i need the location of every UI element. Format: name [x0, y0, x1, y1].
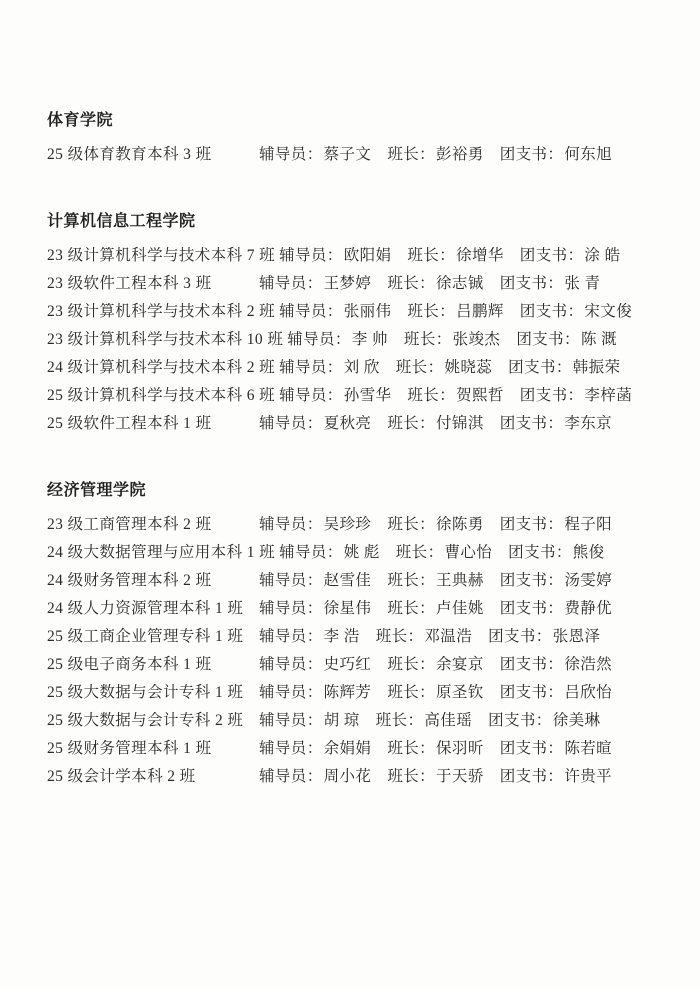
counselor-field	[279, 359, 380, 376]
counselor-field	[279, 303, 391, 320]
counselor-label: 辅导员：	[259, 768, 323, 785]
counselor-label: 辅导员：	[287, 331, 351, 348]
monitor-name: 姚晓蕊	[444, 359, 493, 376]
monitor-label: 班长：	[407, 387, 456, 404]
class-staff	[279, 539, 605, 567]
secretary-name: 许贵平	[564, 768, 613, 785]
class-name: 23 级计算机科学与技术本科 7 班	[47, 247, 276, 264]
monitor-label: 班长：	[387, 768, 436, 785]
counselor-field	[259, 275, 371, 292]
counselor-name: 孙雪华	[343, 387, 392, 404]
secretary-label: 团支书：	[499, 684, 564, 701]
class-row	[47, 270, 670, 298]
class-name: 25 级工商企业管理专科 1 班	[47, 628, 244, 645]
class-row	[47, 595, 670, 623]
class-name: 23 级软件工程本科 3 班	[47, 275, 212, 292]
secretary-name: 张 青	[564, 275, 601, 292]
monitor-label: 班长：	[387, 572, 436, 589]
class-staff	[279, 354, 620, 382]
counselor-name: 徐星伟	[323, 600, 372, 617]
counselor-field	[279, 247, 391, 264]
class-name: 24 级人力资源管理本科 1 班	[47, 600, 244, 617]
class-name: 25 级软件工程本科 1 班	[47, 415, 212, 432]
secretary-field	[500, 740, 612, 757]
counselor-field	[287, 331, 388, 348]
section-title: 经济管理学院	[47, 482, 147, 499]
secretary-label: 团支书：	[499, 146, 564, 163]
monitor-name: 吕鹏辉	[456, 303, 504, 320]
class-row	[47, 141, 670, 169]
counselor-name: 张丽伟	[343, 303, 392, 320]
class-staff	[259, 679, 612, 707]
secretary-name: 宋文俊	[584, 303, 633, 320]
secretary-field	[500, 656, 612, 673]
secretary-field	[500, 572, 612, 589]
secretary-field	[500, 516, 612, 533]
monitor-field	[407, 303, 503, 320]
counselor-field	[259, 516, 371, 533]
monitor-label: 班长：	[387, 415, 436, 432]
class-staff	[259, 410, 612, 438]
monitor-field	[387, 768, 483, 785]
monitor-field	[387, 146, 483, 163]
class-row	[47, 382, 670, 410]
secretary-field	[516, 331, 617, 348]
counselor-label: 辅导员：	[259, 146, 323, 163]
secretary-field	[488, 628, 600, 645]
monitor-name: 张竣杰	[452, 331, 501, 348]
monitor-field	[387, 600, 483, 617]
class-staff	[259, 141, 612, 169]
class-staff	[279, 382, 632, 410]
class-staff	[259, 763, 612, 791]
monitor-label: 班长：	[387, 146, 436, 163]
counselor-field	[259, 146, 371, 163]
class-row	[47, 298, 670, 326]
counselor-name: 蔡子文	[323, 146, 372, 163]
monitor-name: 卢佳姚	[436, 600, 484, 617]
secretary-label: 团支书：	[488, 712, 552, 729]
class-row	[47, 651, 670, 679]
secretary-label: 团支书：	[519, 303, 584, 320]
counselor-label: 辅导员：	[279, 387, 343, 404]
monitor-label: 班长：	[375, 712, 424, 729]
monitor-label: 班长：	[387, 656, 436, 673]
counselor-name: 欧阳娟	[343, 247, 392, 264]
secretary-label: 团支书：	[519, 387, 584, 404]
class-row	[47, 679, 670, 707]
secretary-name: 吕欣怡	[564, 684, 613, 701]
class-row	[47, 326, 670, 354]
monitor-field	[407, 387, 503, 404]
monitor-label: 班长：	[375, 628, 424, 645]
class-staff	[259, 270, 600, 298]
monitor-name: 曹心怡	[444, 544, 493, 561]
class-name: 25 级会计学本科 2 班	[47, 768, 196, 785]
counselor-name: 赵雪佳	[323, 572, 372, 589]
college-section	[47, 111, 670, 169]
class-name: 25 级大数据与会计专科 2 班	[47, 712, 244, 729]
secretary-label: 团支书：	[499, 600, 564, 617]
class-staff	[259, 707, 600, 735]
monitor-name: 徐增华	[456, 247, 504, 264]
monitor-field	[376, 712, 472, 729]
secretary-field	[500, 275, 601, 292]
secretary-name: 徐美琳	[552, 712, 601, 729]
secretary-name: 徐浩然	[564, 656, 613, 673]
counselor-field	[259, 656, 371, 673]
class-row	[47, 763, 670, 791]
monitor-name: 彭裕勇	[436, 146, 484, 163]
secretary-label: 团支书：	[508, 359, 572, 376]
counselor-label: 辅导员：	[279, 247, 343, 264]
counselor-field	[259, 684, 371, 701]
counselor-name: 姚 彪	[343, 544, 380, 561]
secretary-field	[488, 712, 600, 729]
counselor-label: 辅导员：	[259, 275, 323, 292]
class-row	[47, 511, 670, 539]
class-staff	[259, 511, 612, 539]
counselor-label: 辅导员：	[259, 712, 323, 729]
monitor-label: 班长：	[387, 516, 436, 533]
monitor-label: 班长：	[387, 600, 436, 617]
secretary-name: 李东京	[564, 415, 613, 432]
counselor-name: 胡 琼	[323, 712, 360, 729]
monitor-field	[387, 415, 483, 432]
counselor-name: 陈辉芳	[323, 684, 372, 701]
counselor-name: 刘 欣	[343, 359, 380, 376]
monitor-field	[387, 740, 483, 757]
secretary-name: 汤雯婷	[564, 572, 613, 589]
monitor-name: 高佳瑶	[424, 712, 473, 729]
counselor-field	[259, 740, 371, 757]
secretary-label: 团支书：	[499, 415, 564, 432]
counselor-field	[279, 387, 391, 404]
college-section	[47, 481, 670, 791]
secretary-name: 何东旭	[564, 146, 613, 163]
monitor-label: 班长：	[395, 544, 444, 561]
secretary-field	[500, 684, 612, 701]
section-title: 体育学院	[47, 112, 114, 129]
class-row	[47, 354, 670, 382]
counselor-field	[259, 415, 371, 432]
monitor-name: 徐志铖	[436, 275, 484, 292]
counselor-name: 吴珍珍	[323, 516, 372, 533]
monitor-label: 班长：	[407, 247, 456, 264]
monitor-label: 班长：	[395, 359, 444, 376]
secretary-label: 团支书：	[516, 331, 580, 348]
class-name: 24 级财务管理本科 2 班	[47, 572, 212, 589]
class-name: 25 级计算机科学与技术本科 6 班	[47, 387, 276, 404]
class-name: 24 级计算机科学与技术本科 2 班	[47, 359, 276, 376]
secretary-field	[508, 359, 620, 376]
secretary-label: 团支书：	[499, 516, 564, 533]
class-staff	[259, 735, 612, 763]
secretary-name: 韩振荣	[572, 359, 621, 376]
monitor-name: 贺熙哲	[456, 387, 504, 404]
class-staff	[279, 242, 620, 270]
class-row	[47, 735, 670, 763]
class-staff	[287, 326, 617, 354]
class-name: 23 级计算机科学与技术本科 2 班	[47, 303, 276, 320]
secretary-name: 陈 溉	[580, 331, 618, 348]
class-name: 23 级计算机科学与技术本科 10 班	[47, 331, 284, 348]
counselor-field	[259, 768, 371, 785]
secretary-label: 团支书：	[499, 740, 564, 757]
monitor-field	[407, 247, 503, 264]
monitor-name: 王典赫	[436, 572, 484, 589]
secretary-name: 张恩泽	[552, 628, 601, 645]
counselor-label: 辅导员：	[259, 684, 323, 701]
class-staff	[259, 567, 612, 595]
class-staff	[279, 298, 632, 326]
secretary-field	[520, 387, 632, 404]
counselor-label: 辅导员：	[259, 740, 323, 757]
secretary-field	[500, 600, 612, 617]
secretary-name: 涂 皓	[584, 247, 621, 264]
monitor-field	[387, 684, 483, 701]
secretary-label: 团支书：	[488, 628, 552, 645]
section-title: 计算机信息工程学院	[47, 213, 196, 230]
monitor-label: 班长：	[387, 684, 436, 701]
monitor-field	[387, 275, 483, 292]
monitor-field	[396, 359, 492, 376]
secretary-label: 团支书：	[499, 656, 564, 673]
secretary-name: 程子阳	[564, 516, 613, 533]
class-row	[47, 623, 670, 651]
monitor-name: 徐陈勇	[436, 516, 484, 533]
monitor-label: 班长：	[387, 275, 436, 292]
secretary-field	[520, 247, 621, 264]
class-name: 24 级大数据管理与应用本科 1 班	[47, 544, 276, 561]
monitor-name: 原圣钦	[436, 684, 484, 701]
counselor-label: 辅导员：	[259, 516, 323, 533]
class-row	[47, 707, 670, 735]
class-name: 25 级体育教育本科 3 班	[47, 146, 212, 163]
counselor-label: 辅导员：	[259, 415, 323, 432]
secretary-label: 团支书：	[499, 768, 564, 785]
monitor-label: 班长：	[387, 740, 436, 757]
counselor-label: 辅导员：	[259, 628, 323, 645]
secretary-name: 费静优	[564, 600, 613, 617]
secretary-name: 熊俊	[572, 544, 605, 561]
counselor-name: 余娟娟	[323, 740, 372, 757]
secretary-field	[500, 768, 612, 785]
counselor-name: 李 浩	[323, 628, 360, 645]
class-name: 25 级财务管理本科 1 班	[47, 740, 212, 757]
monitor-name: 保羽昕	[436, 740, 484, 757]
monitor-name: 付锦淇	[436, 415, 484, 432]
monitor-field	[387, 516, 483, 533]
counselor-label: 辅导员：	[279, 544, 343, 561]
secretary-field	[500, 415, 612, 432]
secretary-label: 团支书：	[499, 572, 564, 589]
counselor-field	[259, 712, 360, 729]
counselor-label: 辅导员：	[259, 656, 323, 673]
monitor-name: 邓温浩	[424, 628, 473, 645]
secretary-name: 陈若暄	[564, 740, 613, 757]
class-staff	[259, 623, 600, 651]
monitor-label: 班长：	[407, 303, 456, 320]
monitor-field	[387, 656, 483, 673]
monitor-name: 余宴京	[436, 656, 484, 673]
monitor-field	[404, 331, 500, 348]
secretary-name: 李梓菡	[584, 387, 633, 404]
secretary-field	[500, 146, 612, 163]
counselor-name: 史巧红	[323, 656, 372, 673]
college-section	[47, 212, 670, 438]
counselor-label: 辅导员：	[259, 572, 323, 589]
secretary-label: 团支书：	[508, 544, 572, 561]
secretary-label: 团支书：	[519, 247, 584, 264]
secretary-label: 团支书：	[499, 275, 564, 292]
counselor-name: 李 帅	[351, 331, 388, 348]
monitor-label: 班长：	[403, 331, 452, 348]
counselor-label: 辅导员：	[259, 600, 323, 617]
counselor-field	[259, 572, 371, 589]
monitor-field	[387, 572, 483, 589]
secretary-field	[520, 303, 632, 320]
counselor-label: 辅导员：	[279, 303, 343, 320]
counselor-label: 辅导员：	[279, 359, 343, 376]
counselor-field	[259, 628, 360, 645]
monitor-field	[376, 628, 472, 645]
class-name: 23 级工商管理本科 2 班	[47, 516, 212, 533]
class-name: 25 级大数据与会计专科 1 班	[47, 684, 244, 701]
counselor-name: 王梦婷	[323, 275, 372, 292]
class-row	[47, 242, 670, 270]
class-row	[47, 410, 670, 438]
counselor-field	[259, 600, 371, 617]
counselor-name: 周小花	[323, 768, 372, 785]
class-staff	[259, 651, 612, 679]
counselor-name: 夏秋亮	[323, 415, 372, 432]
secretary-field	[508, 544, 604, 561]
class-staff	[259, 595, 612, 623]
monitor-name: 于天骄	[436, 768, 484, 785]
counselor-field	[279, 544, 380, 561]
class-name: 25 级电子商务本科 1 班	[47, 656, 212, 673]
class-row	[47, 539, 670, 567]
class-row	[47, 567, 670, 595]
monitor-field	[396, 544, 492, 561]
